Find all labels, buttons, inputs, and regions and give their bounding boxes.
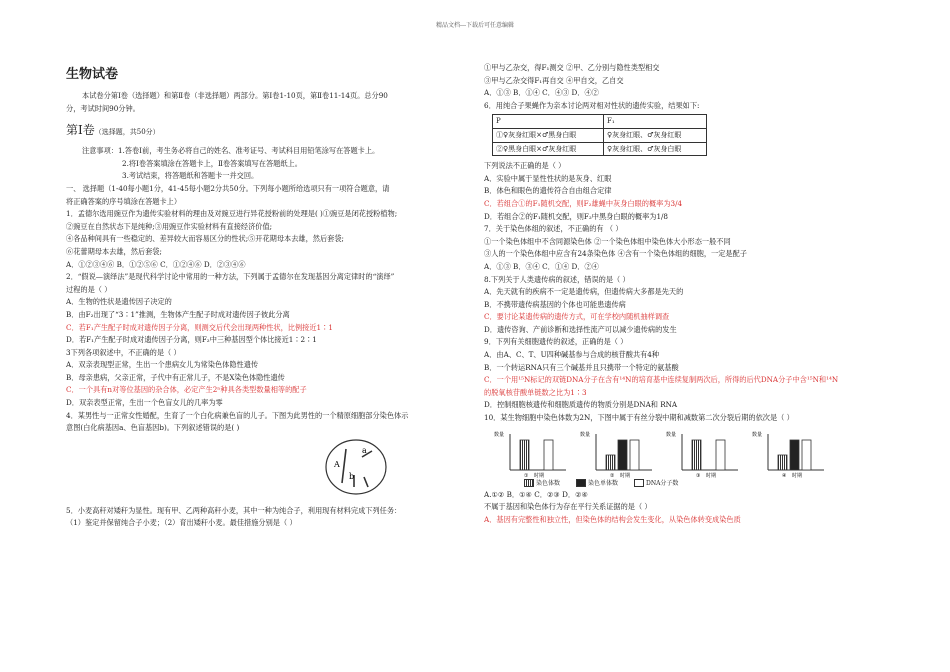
cell-svg — [66, 437, 464, 501]
question-line: A．由A、C、T、U四种碱基参与合成的核苷酸共有4种 — [484, 350, 660, 360]
part1-line-1: 一、 选择题（1-40每小题1分，41-45每小题2分共50分。下列每小题所给选项只有一项符合题意，请 — [66, 183, 390, 193]
graph-bar — [790, 440, 799, 470]
question-line: A．双亲表现型正常，生出一个患病女儿为常染色体隐性遗传 — [66, 360, 259, 370]
exam-title: 生物试卷 — [66, 67, 119, 82]
table-cell: ①♀灰身红眼×♂黑身白眼 — [493, 128, 604, 142]
table-header-row — [493, 115, 707, 129]
legend-label: DNA分子数 — [646, 479, 679, 487]
question-line: D．若组合②的F₁随机交配，则F₂中黑身白眼的概率为1/8 — [484, 211, 669, 221]
graph-index-label: ② — [610, 472, 615, 478]
gene-label-a: a — [362, 445, 367, 455]
question-line: 下列说法不正确的是（ ） — [484, 161, 566, 171]
question-line: 不属于基因和染色体行为存在平行关系证据的是（ ） — [484, 502, 652, 512]
question-line: （1）鉴定并保留纯合子小麦；（2）育出矮秆小麦。最佳措施分别是（ ） — [66, 518, 297, 528]
question-line: A．基因有完整性和独立性，但染色体的结构会发生变化，从染色体转变成染色质 — [484, 514, 741, 524]
left-bottom-list — [66, 505, 464, 530]
graph-bar — [778, 455, 787, 470]
question-line: A.①② B．①④ C．②③ D．②④ — [484, 489, 588, 499]
question-line: A．先天就有的疾病不一定是遗传病，但遗传病大多都是先天的 — [484, 287, 684, 297]
page-header: 精品文档---下载后可任意编辑 — [435, 22, 515, 29]
table-row — [493, 142, 707, 156]
intro-line-1: 本试卷分第Ⅰ卷（选择题）和第Ⅱ卷（非选择题）两部分。第Ⅰ卷1-10页，第Ⅱ卷11-14页。总分90 — [82, 91, 388, 100]
question-line: 10．某生物细胞中染色体数为2N，下图中属于有丝分裂中期和减数第二次分裂后期的依次是（ ） — [484, 413, 794, 423]
question-line: C．一个用¹⁵N标记的双链DNA分子在含有¹⁴N的培育基中连续复制两次后，所得的后代DNA分子中含¹⁵N和¹⁴N — [484, 375, 839, 385]
question-line: B．体色和眼色的遗传符合自由组合定律 — [484, 186, 612, 196]
graph-bar — [544, 440, 553, 470]
question-line: B．一个转运RNA只有三个碱基并且只携带一个特定的氨基酸 — [484, 362, 679, 372]
question-line: 8.下列关于人类遗传病的叙述，错误的是（ ） — [484, 274, 630, 284]
legend-label: 染色单体数 — [588, 479, 619, 487]
legend-item — [634, 479, 678, 489]
question-line: 过程的是（ ） — [66, 284, 112, 294]
notes-line-2: 2.将Ⅰ卷答案填涂在答题卡上，Ⅱ卷答案填写在答题纸上。 — [122, 158, 302, 168]
question-line: C．要讨论某遗传病的遗传方式，可在学校内随机抽样调查 — [484, 312, 670, 322]
question-line: 3下列各项叙述中，不正确的是（ ） — [66, 347, 181, 357]
notes-line-3: 3.考试结束，将答题纸和答题卡一并交回。 — [122, 171, 259, 181]
legend-swatch-white — [634, 479, 644, 487]
x-axis-label: 时期 — [534, 472, 545, 478]
right-bottom-list — [484, 489, 886, 527]
gene-label-b: b — [349, 471, 355, 481]
graph-4 — [752, 428, 826, 478]
spermatogonium-diagram — [66, 437, 464, 501]
legend-swatch-striped — [524, 479, 534, 487]
right-question-list — [484, 160, 886, 424]
chromosome-graphs — [494, 428, 886, 478]
graph-3 — [666, 428, 740, 478]
notes-line-1: 注意事项：1.答卷Ⅰ前，考生务必将自己的姓名、准考证号、考试科目用铅笔涂写在答题卡上。 — [82, 146, 380, 156]
graph-bar — [802, 440, 811, 470]
question-line: ④各品种间具有一些稳定的、差异较大而容易区分的性状;⑤开花期母本去雄，然后套袋; — [66, 234, 344, 244]
right-column — [484, 62, 886, 526]
table-row — [493, 128, 707, 142]
question-line: A．①②③④⑥ B．①②⑤⑥ C．①②④⑥ D．②③④⑥ — [66, 259, 246, 269]
cross-table — [492, 114, 707, 156]
x-axis-label: 时期 — [620, 472, 631, 478]
question-line: A．实验中属于显性性状的是灰身、红眼 — [484, 173, 612, 183]
graph-2 — [580, 428, 654, 478]
question-line: C．一个具有n对等位基因的杂合体，必定产生2ⁿ种具各类型数量相等的配子 — [66, 385, 307, 395]
graph-bar — [692, 440, 701, 470]
question-line: ⑥花蕾期母本去雄，然后套袋; — [66, 246, 162, 256]
graph-1 — [494, 428, 568, 478]
question-line: ③甲与乙杂交得F₁再自交 ④甲自交，乙自交 — [484, 75, 624, 85]
graph-legend — [524, 479, 886, 489]
question-line: B．不携带遗传病基因的个体也可能患遗传病 — [484, 299, 626, 309]
left-column — [66, 56, 464, 530]
question-line: 1．孟德尔选用豌豆作为遗传实验材料的理由及对豌豆进行异花授粉前的处理是( )①豌豆是闭花授粉植物; — [66, 209, 398, 219]
question-line: 意图(白化病基因a、色盲基因b)。下列叙述错误的是( ) — [66, 423, 240, 433]
question-line: 6．用纯合子果蝇作为亲本讨论两对相对性状的遗传实验，结果如下: — [484, 100, 700, 110]
question-line: A．①③ B．③④ C．①④ D．②④ — [484, 261, 599, 271]
table-cell: ♀灰身红眼、♂灰身红眼 — [604, 128, 707, 142]
question-line: ①甲与乙杂交，得F₁测交 ②甲、乙分别与隐性类型相交 — [484, 63, 660, 72]
table-cell: ♀灰身红眼、♂灰身白眼 — [604, 142, 707, 156]
x-axis-label: 时期 — [706, 472, 717, 478]
legend-item — [576, 479, 618, 489]
graph-index-label: ① — [524, 472, 529, 478]
section-sub: （选择题，共50分） — [94, 128, 160, 137]
chromosome-4 — [364, 477, 368, 487]
left-question-list — [66, 208, 464, 435]
graph-bar — [618, 440, 627, 470]
question-line: B．母亲患病，父亲正常，子代中有正常儿子，不是X染色体隐性遗传 — [66, 372, 285, 382]
graph-bar — [630, 440, 639, 470]
table-head-f1: F₁ — [604, 115, 707, 129]
graph-bar — [606, 455, 615, 470]
question-line: A．生物的性状是遗传因子决定的 — [66, 297, 172, 307]
question-line: ①一个染色体组中不含同源染色体 ②一个染色体组中染色体大小形态一般不同 — [484, 236, 731, 246]
graph-bar — [716, 440, 725, 470]
question-line: ③人的一个染色体组中应含有24条染色体 ④含有一个染色体组的细胞，一定是配子 — [484, 249, 747, 259]
y-axis-label: 数量 — [666, 431, 677, 438]
y-axis-label: 数量 — [752, 431, 763, 438]
legend-swatch-black — [576, 479, 586, 487]
gene-label-A: A — [334, 459, 340, 469]
legend-label: 染色体数 — [536, 479, 561, 487]
question-line: D．若F₁产生配子时成对遗传因子分离，则F₂中三种基因型个体比接近1∶2∶1 — [66, 335, 317, 345]
question-line: 的脱氧核苷酸单链数之比为1∶3 — [484, 387, 587, 397]
question-line: D．双亲表型正常，生出一个色盲女儿的几率为零 — [66, 398, 223, 408]
question-line: 5．小麦高秆对矮秆为显性。现有甲、乙两种高秆小麦，其中一种为纯合子，利用现有材料完成下列任务： — [66, 505, 402, 515]
table-head-p: P — [493, 115, 604, 129]
question-line: D．控制细胞核遗传和细胞质遗传的物质分别是DNA和 RNA — [484, 400, 678, 410]
chromosome-1 — [342, 449, 346, 483]
graph-bar — [520, 440, 529, 470]
question-line: C．若F₁产生配子时成对遗传因子分离，则测交后代会出现两种性状，比例接近1∶1 — [66, 322, 333, 332]
part1-line-2: 将正确答案的序号填涂在答题卡上） — [66, 196, 182, 206]
y-axis-label: 数量 — [494, 431, 505, 438]
question-line: 2．“假说—演绎法”是现代科学讨论中常用的一种方法，下列属于孟德尔在发现基因分离定律时的“演绎” — [66, 272, 395, 282]
section-heading — [66, 121, 464, 141]
table-cell: ②♀黑身白眼×♂灰身红眼 — [493, 142, 604, 156]
section-name: 第Ⅰ卷 — [66, 123, 95, 138]
graph-index-label: ④ — [782, 472, 787, 478]
x-axis-label: 时期 — [792, 472, 803, 478]
question-line: 7．关于染色体组的叙述，不正确的有 （ ） — [484, 224, 623, 234]
legend-item — [524, 479, 560, 489]
y-axis-label: 数量 — [580, 431, 591, 438]
right-top-list — [484, 62, 886, 112]
question-line: 9．下列有关细胞遗传的叙述，正确的是（ ） — [484, 337, 628, 347]
intro-line-2: 分，考试时间90分钟。 — [66, 103, 140, 113]
graph-index-label: ③ — [696, 472, 701, 478]
question-line: C．若组合①的F₁随机交配，则F₂雄蝇中灰身白眼的概率为3/4 — [484, 198, 683, 208]
question-line: ②豌豆在自然状态下是纯种;③用豌豆作实验材料有直接经济价值; — [66, 221, 273, 231]
question-line: D．遗传咨询、产前诊断和选择性流产可以减少遗传病的发生 — [484, 324, 677, 334]
question-line: B．由F₂出现了“3∶1”推测，生物体产生配子时成对遗传因子彼此分离 — [66, 309, 290, 319]
question-line: A．①③ B．①④ C．④③ D．④② — [484, 88, 599, 98]
question-line: 4．某男性与一正常女性婚配，生育了一个白化病兼色盲的儿子。下图为此男性的一个精原细胞部分染色体示 — [66, 410, 409, 420]
